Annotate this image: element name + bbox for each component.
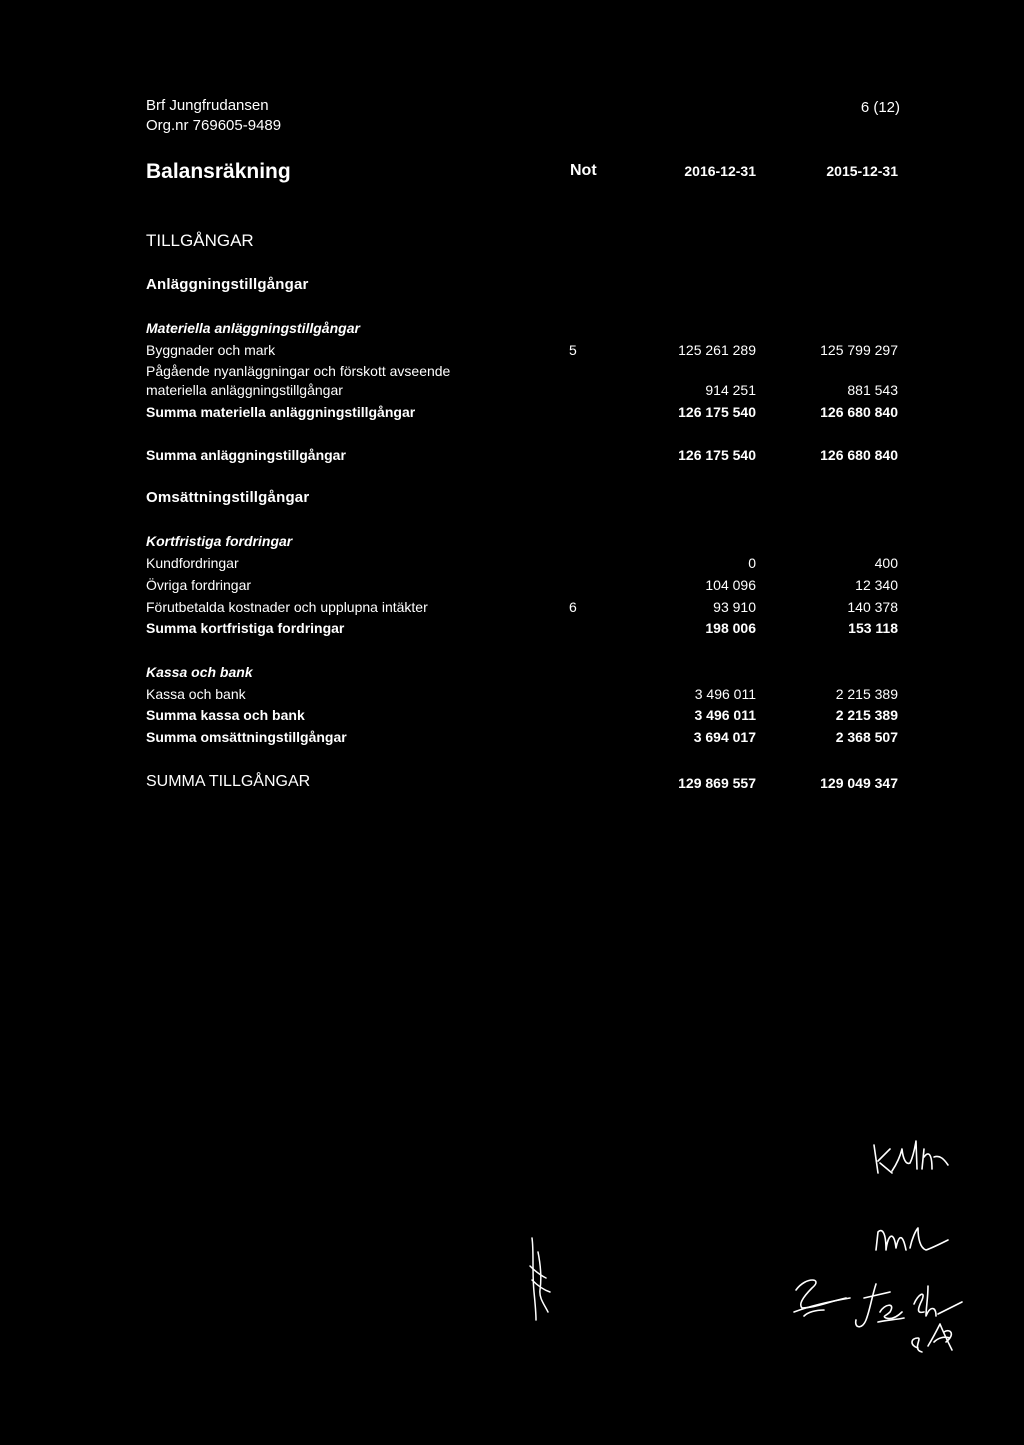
page-title: Balansräkning xyxy=(146,160,291,183)
row-label: materiella anläggningstillgångar xyxy=(146,382,343,398)
row-value-previous: 125 799 297 xyxy=(820,342,898,358)
row-label: Summa anläggningstillgångar xyxy=(146,447,346,463)
section-assets-heading: TILLGÅNGAR xyxy=(146,231,254,250)
row-label: Summa kassa och bank xyxy=(146,707,305,723)
table-row-sum-fixed xyxy=(146,447,898,467)
row-value-previous: 2 215 389 xyxy=(835,707,898,723)
column-note-heading: Not xyxy=(570,162,597,179)
table-row-sum-short xyxy=(146,620,898,640)
column-previous-heading: 2015-12-31 xyxy=(826,163,898,179)
row-value-previous: 126 680 840 xyxy=(820,447,898,463)
signature-3 xyxy=(520,1232,560,1322)
page-number: 6 (12) xyxy=(860,99,900,116)
row-note: 5 xyxy=(569,342,577,358)
table-row-buildings xyxy=(146,342,898,362)
row-value-previous: 881 543 xyxy=(847,382,898,398)
row-label: Förutbetalda kostnader och upplupna intäkter xyxy=(146,599,428,615)
signature-1 xyxy=(870,1135,960,1180)
fixed-assets-heading: Anläggningstillgångar xyxy=(146,276,309,293)
table-row-sum-current-assets xyxy=(146,729,898,749)
row-value-previous: 400 xyxy=(874,555,898,571)
signature-5 xyxy=(850,1276,910,1336)
row-value-current: 104 096 xyxy=(705,577,756,593)
row-value-current: 125 261 289 xyxy=(678,342,756,358)
table-row-ongoing xyxy=(146,382,898,402)
table-row-customer-receivables xyxy=(146,555,898,575)
signature-2 xyxy=(872,1220,962,1260)
row-value-previous: 126 680 840 xyxy=(820,404,898,420)
row-value-previous: 140 378 xyxy=(847,599,898,615)
org-number: Org.nr 769605-9489 xyxy=(146,117,282,134)
table-row-total-assets xyxy=(146,773,898,793)
row-label: Övriga fordringar xyxy=(146,577,252,593)
row-label: Byggnader och mark xyxy=(146,342,276,358)
row-value-current: 126 175 540 xyxy=(678,404,756,420)
tangible-assets-heading: Materiella anläggningstillgångar xyxy=(146,320,360,336)
row-note: 6 xyxy=(569,599,577,615)
short-receivables-heading: Kortfristiga fordringar xyxy=(146,533,293,549)
row-value-current: 126 175 540 xyxy=(678,447,756,463)
signature-6 xyxy=(904,1276,974,1366)
row-value-current: 0 xyxy=(748,555,756,571)
table-row-prepaid xyxy=(146,599,898,619)
cash-heading: Kassa och bank xyxy=(146,664,253,680)
row-value-current: 198 006 xyxy=(705,620,756,636)
row-label: Kassa och bank xyxy=(146,686,246,702)
row-value-previous: 2 215 389 xyxy=(835,686,898,702)
current-assets-heading: Omsättningstillgångar xyxy=(146,489,310,506)
row-value-previous: 129 049 347 xyxy=(820,775,898,791)
row-value-current: 129 869 557 xyxy=(678,775,756,791)
row-value-previous: 12 340 xyxy=(855,577,898,593)
table-row-sum-tangible xyxy=(146,404,898,424)
row-value-current: 3 694 017 xyxy=(693,729,756,745)
row-label: Summa materiella anläggningstillgångar xyxy=(146,404,416,420)
column-current-heading: 2016-12-31 xyxy=(684,163,756,179)
row-value-current: 914 251 xyxy=(705,382,756,398)
table-row-sum-cash xyxy=(146,707,898,727)
row-value-previous: 153 118 xyxy=(848,620,898,636)
row-value-current: 3 496 011 xyxy=(694,707,756,723)
table-row-ongoing-line1 xyxy=(146,363,898,383)
row-value-current: 3 496 011 xyxy=(694,686,756,702)
row-label: Kundfordringar xyxy=(146,555,239,571)
row-label: Summa omsättningstillgångar xyxy=(146,729,347,745)
row-label: Summa kortfristiga fordringar xyxy=(146,620,345,636)
table-row-other-receivables xyxy=(146,577,898,597)
row-label: Pågående nyanläggningar och förskott avseende xyxy=(146,363,451,379)
row-value-current: 93 910 xyxy=(713,599,756,615)
company-name: Brf Jungfrudansen xyxy=(146,97,269,114)
table-row-cash-bank xyxy=(146,686,898,706)
row-value-previous: 2 368 507 xyxy=(835,729,898,745)
row-label: SUMMA TILLGÅNGAR xyxy=(146,773,311,790)
